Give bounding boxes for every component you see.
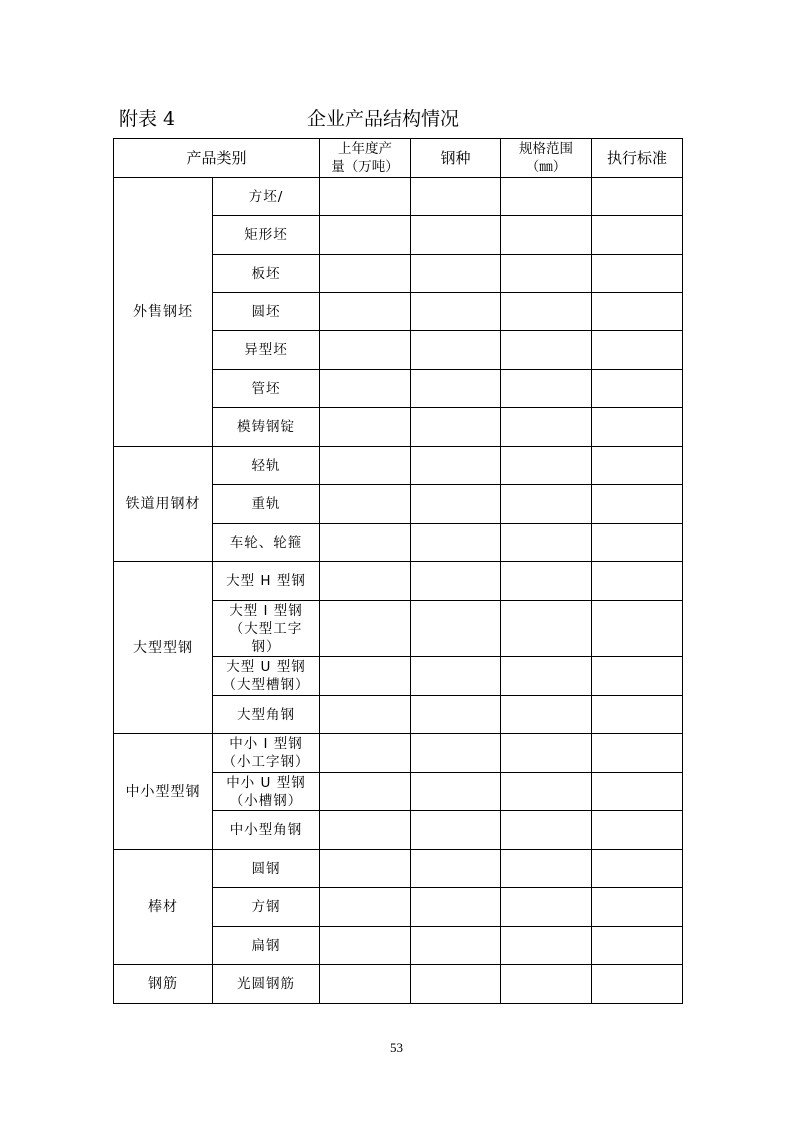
standard-value-cell[interactable] (592, 524, 683, 562)
category-group-cell: 外售钢坯 (114, 178, 213, 447)
output-value-cell[interactable] (320, 965, 411, 1004)
product-item-cell: 管坯 (213, 370, 320, 408)
category-group-cell: 棒材 (114, 850, 213, 965)
output-value-cell[interactable] (320, 927, 411, 965)
output-value-cell[interactable] (320, 178, 411, 216)
category-group-cell: 铁道用钢材 (114, 447, 213, 562)
grade-value-cell[interactable] (411, 734, 501, 773)
spec-value-cell[interactable] (501, 927, 592, 965)
appendix-label: 附表 4 (119, 108, 176, 130)
grade-value-cell[interactable] (411, 293, 501, 331)
spec-value-cell[interactable] (501, 850, 592, 888)
table-row (114, 850, 683, 888)
output-value-cell[interactable] (320, 293, 411, 331)
output-value-cell[interactable] (320, 888, 411, 927)
product-item-cell: 方坯/ (213, 178, 320, 216)
product-item-cell: 大型角钢 (213, 696, 320, 734)
standard-value-cell[interactable] (592, 734, 683, 773)
product-item-cell: 方钢 (213, 888, 320, 927)
output-value-cell[interactable] (320, 850, 411, 888)
output-value-cell[interactable] (320, 773, 411, 811)
grade-value-cell[interactable] (411, 927, 501, 965)
output-value-cell[interactable] (320, 696, 411, 734)
standard-value-cell[interactable] (592, 485, 683, 524)
standard-value-cell[interactable] (592, 562, 683, 601)
output-value-cell[interactable] (320, 657, 411, 696)
grade-value-cell[interactable] (411, 370, 501, 408)
product-item-cell: 板坯 (213, 255, 320, 293)
spec-value-cell[interactable] (501, 888, 592, 927)
spec-value-cell[interactable] (501, 524, 592, 562)
output-value-cell[interactable] (320, 408, 411, 447)
product-item-cell: 矩形坯 (213, 216, 320, 255)
grade-value-cell[interactable] (411, 255, 501, 293)
spec-value-cell[interactable] (501, 562, 592, 601)
output-value-cell[interactable] (320, 255, 411, 293)
product-item-cell: 中小 U 型钢 （小槽钢） (213, 773, 320, 811)
category-group-cell: 中小型型钢 (114, 734, 213, 850)
table-row (114, 734, 683, 773)
table-row (114, 178, 683, 216)
product-item-cell: 扁钢 (213, 927, 320, 965)
output-value-cell[interactable] (320, 734, 411, 773)
spec-value-cell[interactable] (501, 178, 592, 216)
spec-value-cell[interactable] (501, 601, 592, 657)
spec-value-cell[interactable] (501, 773, 592, 811)
category-group-cell: 大型型钢 (114, 562, 213, 734)
product-item-cell: 中小型角钢 (213, 811, 320, 850)
grade-value-cell[interactable] (411, 696, 501, 734)
product-item-cell: 重轨 (213, 485, 320, 524)
grade-value-cell[interactable] (411, 773, 501, 811)
standard-value-cell[interactable] (592, 696, 683, 734)
page-number: 53 (390, 1040, 403, 1055)
grade-value-cell[interactable] (411, 447, 501, 485)
standard-value-cell[interactable] (592, 965, 683, 1004)
product-item-cell: 圆坯 (213, 293, 320, 331)
spec-value-cell[interactable] (501, 255, 592, 293)
output-value-cell[interactable] (320, 485, 411, 524)
grade-value-cell[interactable] (411, 657, 501, 696)
standard-value-cell[interactable] (592, 850, 683, 888)
standard-value-cell[interactable] (592, 447, 683, 485)
header-category: 产品类别 (114, 139, 320, 178)
standard-value-cell[interactable] (592, 255, 683, 293)
table-row (114, 447, 683, 485)
spec-value-cell[interactable] (501, 370, 592, 408)
grade-value-cell[interactable] (411, 850, 501, 888)
product-item-cell: 异型坯 (213, 331, 320, 370)
table-header-row (114, 139, 683, 178)
output-value-cell[interactable] (320, 447, 411, 485)
product-item-cell: 大型 I 型钢 （大型工字 钢） (213, 601, 320, 657)
standard-value-cell[interactable] (592, 811, 683, 850)
header-standard: 执行标准 (592, 139, 683, 178)
grade-value-cell[interactable] (411, 965, 501, 1004)
spec-value-cell[interactable] (501, 408, 592, 447)
category-group-cell: 钢筋 (114, 965, 213, 1004)
standard-value-cell[interactable] (592, 601, 683, 657)
standard-value-cell[interactable] (592, 178, 683, 216)
standard-value-cell[interactable] (592, 331, 683, 370)
output-value-cell[interactable] (320, 601, 411, 657)
grade-value-cell[interactable] (411, 178, 501, 216)
standard-value-cell[interactable] (592, 216, 683, 255)
header-spec: 规格范围 （㎜） (501, 139, 592, 178)
standard-value-cell[interactable] (592, 888, 683, 927)
standard-value-cell[interactable] (592, 657, 683, 696)
spec-value-cell[interactable] (501, 965, 592, 1004)
spec-value-cell[interactable] (501, 216, 592, 255)
standard-value-cell[interactable] (592, 927, 683, 965)
product-item-cell: 圆钢 (213, 850, 320, 888)
table-title: 企业产品结构情况 (307, 108, 460, 130)
spec-value-cell[interactable] (501, 447, 592, 485)
spec-value-cell[interactable] (501, 657, 592, 696)
standard-value-cell[interactable] (592, 370, 683, 408)
output-value-cell[interactable] (320, 331, 411, 370)
product-item-cell: 大型 U 型钢 （大型槽钢） (213, 657, 320, 696)
standard-value-cell[interactable] (592, 773, 683, 811)
header-output: 上年度产 量（万吨） (320, 139, 411, 178)
spec-value-cell[interactable] (501, 293, 592, 331)
table-row (114, 562, 683, 601)
grade-value-cell[interactable] (411, 331, 501, 370)
standard-value-cell[interactable] (592, 408, 683, 447)
product-item-cell: 中小 I 型钢 （小工字钢） (213, 734, 320, 773)
output-value-cell[interactable] (320, 524, 411, 562)
spec-value-cell[interactable] (501, 331, 592, 370)
output-value-cell[interactable] (320, 562, 411, 601)
grade-value-cell[interactable] (411, 485, 501, 524)
grade-value-cell[interactable] (411, 811, 501, 850)
output-value-cell[interactable] (320, 216, 411, 255)
output-value-cell[interactable] (320, 370, 411, 408)
spec-value-cell[interactable] (501, 811, 592, 850)
grade-value-cell[interactable] (411, 888, 501, 927)
standard-value-cell[interactable] (592, 293, 683, 331)
grade-value-cell[interactable] (411, 408, 501, 447)
product-item-cell: 大型 H 型钢 (213, 562, 320, 601)
table-row (114, 965, 683, 1004)
header-grade: 钢种 (411, 139, 501, 178)
grade-value-cell[interactable] (411, 601, 501, 657)
product-item-cell: 车轮、轮箍 (213, 524, 320, 562)
spec-value-cell[interactable] (501, 696, 592, 734)
output-value-cell[interactable] (320, 811, 411, 850)
grade-value-cell[interactable] (411, 524, 501, 562)
grade-value-cell[interactable] (411, 562, 501, 601)
product-item-cell: 模铸钢锭 (213, 408, 320, 447)
spec-value-cell[interactable] (501, 734, 592, 773)
grade-value-cell[interactable] (411, 216, 501, 255)
product-item-cell: 光圆钢筋 (213, 965, 320, 1004)
product-item-cell: 轻轨 (213, 447, 320, 485)
product-structure-table (113, 138, 683, 1004)
spec-value-cell[interactable] (501, 485, 592, 524)
